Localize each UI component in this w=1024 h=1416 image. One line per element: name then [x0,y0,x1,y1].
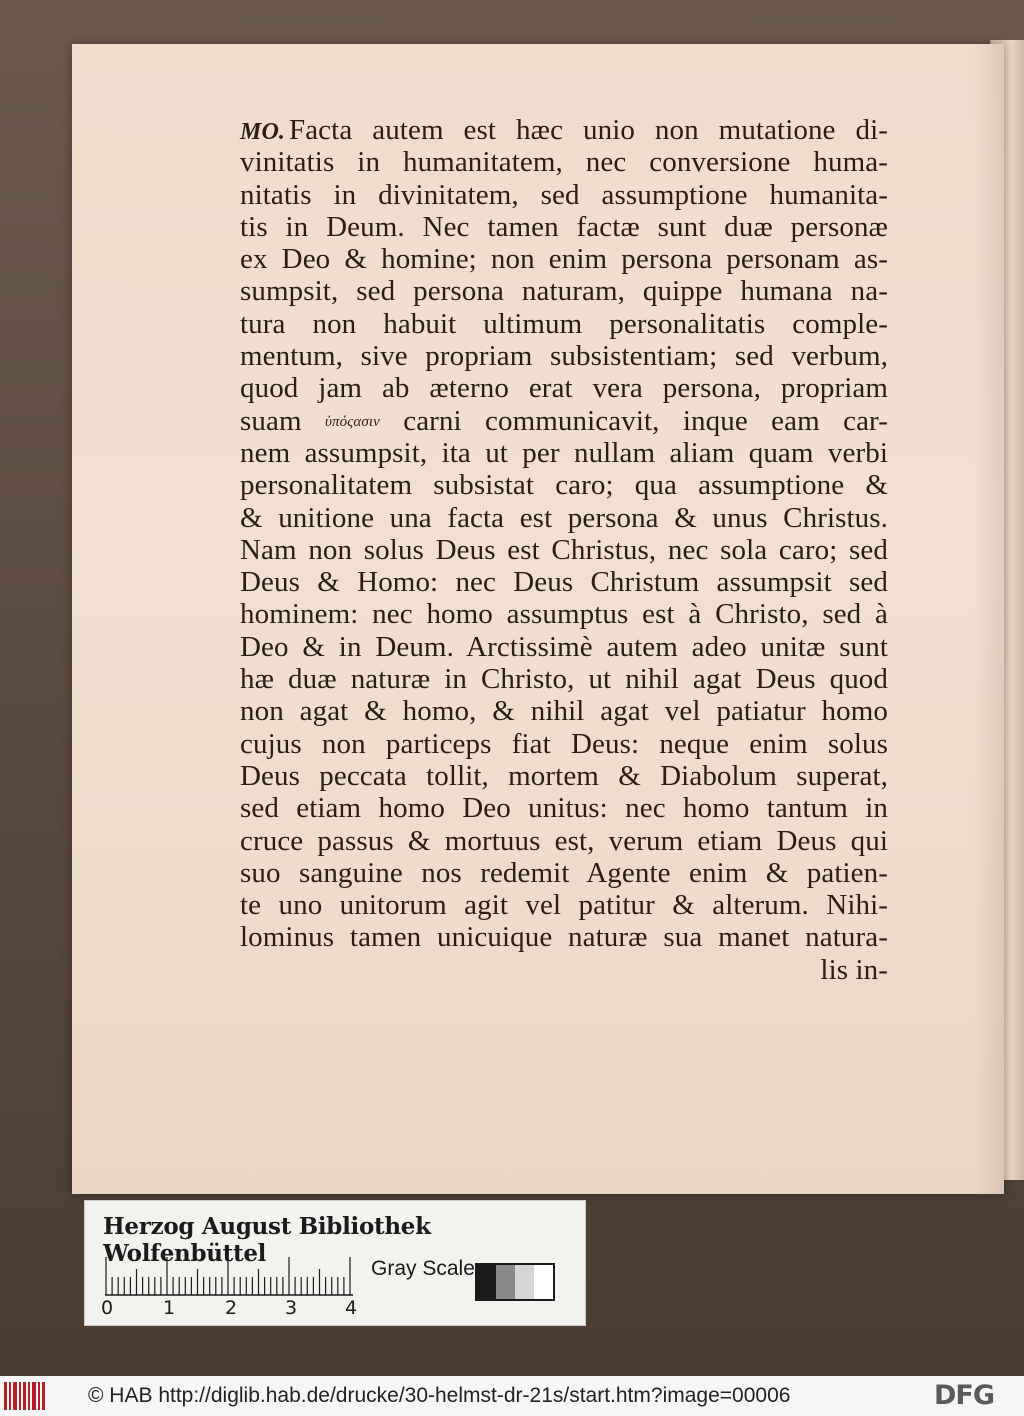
line-text: personalitatem subsistat caro; qua assumptione & [240,469,888,502]
text-line [240,663,888,695]
line-text: Deus & Homo: nec Deus Christum assumpsit sed [240,566,888,599]
greek-word: ὑπόςασιν [324,413,380,430]
text-line [240,502,888,534]
text-line [240,695,888,727]
text-line [240,728,888,760]
line-text: cruce passus & mortuus est, verum etiam Deus qui [240,824,888,857]
library-name: Herzog August Bibliothek Wolfenbüttel [103,1213,431,1267]
running-catchword: MO. [240,119,285,145]
text-line [240,534,888,566]
gray-swatch [496,1265,515,1299]
line-text: nem assumpsit, ita ut per nullam aliam quam verbi [240,436,888,469]
ruler-number: 3 [285,1297,298,1319]
line-text: nitatis in divinitatem, sed assumptione humanita- [240,178,888,211]
text-line [240,857,888,889]
color-reference-card [84,1200,586,1326]
line-text: ex Deo & homine; non enim persona personam as- [240,243,888,276]
line-text: hominem: nec homo assumptus est à Christo, sed à [240,598,888,631]
line-prefix: suam [240,404,302,437]
ruler [105,1257,357,1297]
line-text: te uno unitorum agit vel patitur & alterum. Nihi- [240,889,888,922]
line-text: hæ duæ naturæ in Christo, ut nihil agat Deus quod [240,663,888,696]
gray-swatch [477,1265,496,1299]
text-line [240,792,888,824]
gray-swatch [515,1265,534,1299]
line-text: sumpsit, sed persona naturam, quippe humana na- [240,275,888,308]
text-line [240,372,888,404]
line-text: carni communicavit, inque eam car- [403,404,888,437]
text-line [240,146,888,178]
copyright-url: © HAB http://diglib.hab.de/drucke/30-helmst-dr-21s/start.htm?image=00006 [88,1384,791,1407]
line-text: Deus peccata tollit, mortem & Diabolum superat, [240,759,888,792]
line-text: suo sanguine nos redemit Agente enim & patien- [240,856,888,889]
text-line [240,825,888,857]
line-text: quod jam ab æterno erat vera persona, propriam [240,372,888,405]
text-line [240,469,888,501]
line-text: Nam non solus Deus est Christus, nec sola caro; sed [240,533,888,566]
text-line [240,114,888,146]
page-text [240,114,888,986]
gray-swatch [534,1265,553,1299]
text-line [240,308,888,340]
catchword-bottom: lis in- [820,953,888,986]
line-text: mentum, sive propriam subsistentiam; sed verbum, [240,340,888,373]
line-text: & unitione una facta est persona & unus Christus. [240,501,888,534]
line-text: sed etiam homo Deo unitus: nec homo tantum in [240,792,888,825]
text-line [240,179,888,211]
text-line [240,405,888,437]
footer-bar [0,1376,1024,1416]
ruler-number: 2 [225,1297,238,1319]
gray-scale-strip [475,1263,555,1301]
text-line [240,631,888,663]
ruler-number: 4 [345,1297,358,1319]
text-line [240,921,888,953]
line-text: Facta autem est hæc unio non mutatione di- [288,114,888,146]
line-text: tura non habuit ultimum personalitatis comple- [240,307,888,340]
ruler-number: 1 [163,1297,176,1319]
line-text: Deo & in Deum. Arctissimè autem adeo unitæ sunt [240,630,888,663]
line-text: lominus tamen unicuique naturæ sua manet natura- [240,921,888,954]
text-line [240,340,888,372]
book-page [72,44,1004,1194]
text-line [240,437,888,469]
gray-scale-label: Gray Scale [371,1257,475,1280]
line-text: cujus non particeps fiat Deus: neque enim solus [240,727,888,760]
text-line [240,598,888,630]
dfg-logo: DFG [934,1380,995,1411]
text-line [240,211,888,243]
ruler-number: 0 [101,1297,114,1319]
line-text: tis in Deum. Nec tamen factæ sunt duæ personæ [240,210,888,243]
text-line [240,275,888,307]
text-line [240,889,888,921]
text-line [240,566,888,598]
text-line [240,760,888,792]
text-line [240,243,888,275]
line-text: vinitatis in humanitatem, nec conversione huma- [240,146,888,179]
barcode-logo-icon [4,1380,48,1412]
page-shadow [974,44,1004,1194]
line-text: non agat & homo, & nihil agat vel patiatur homo [240,695,888,728]
